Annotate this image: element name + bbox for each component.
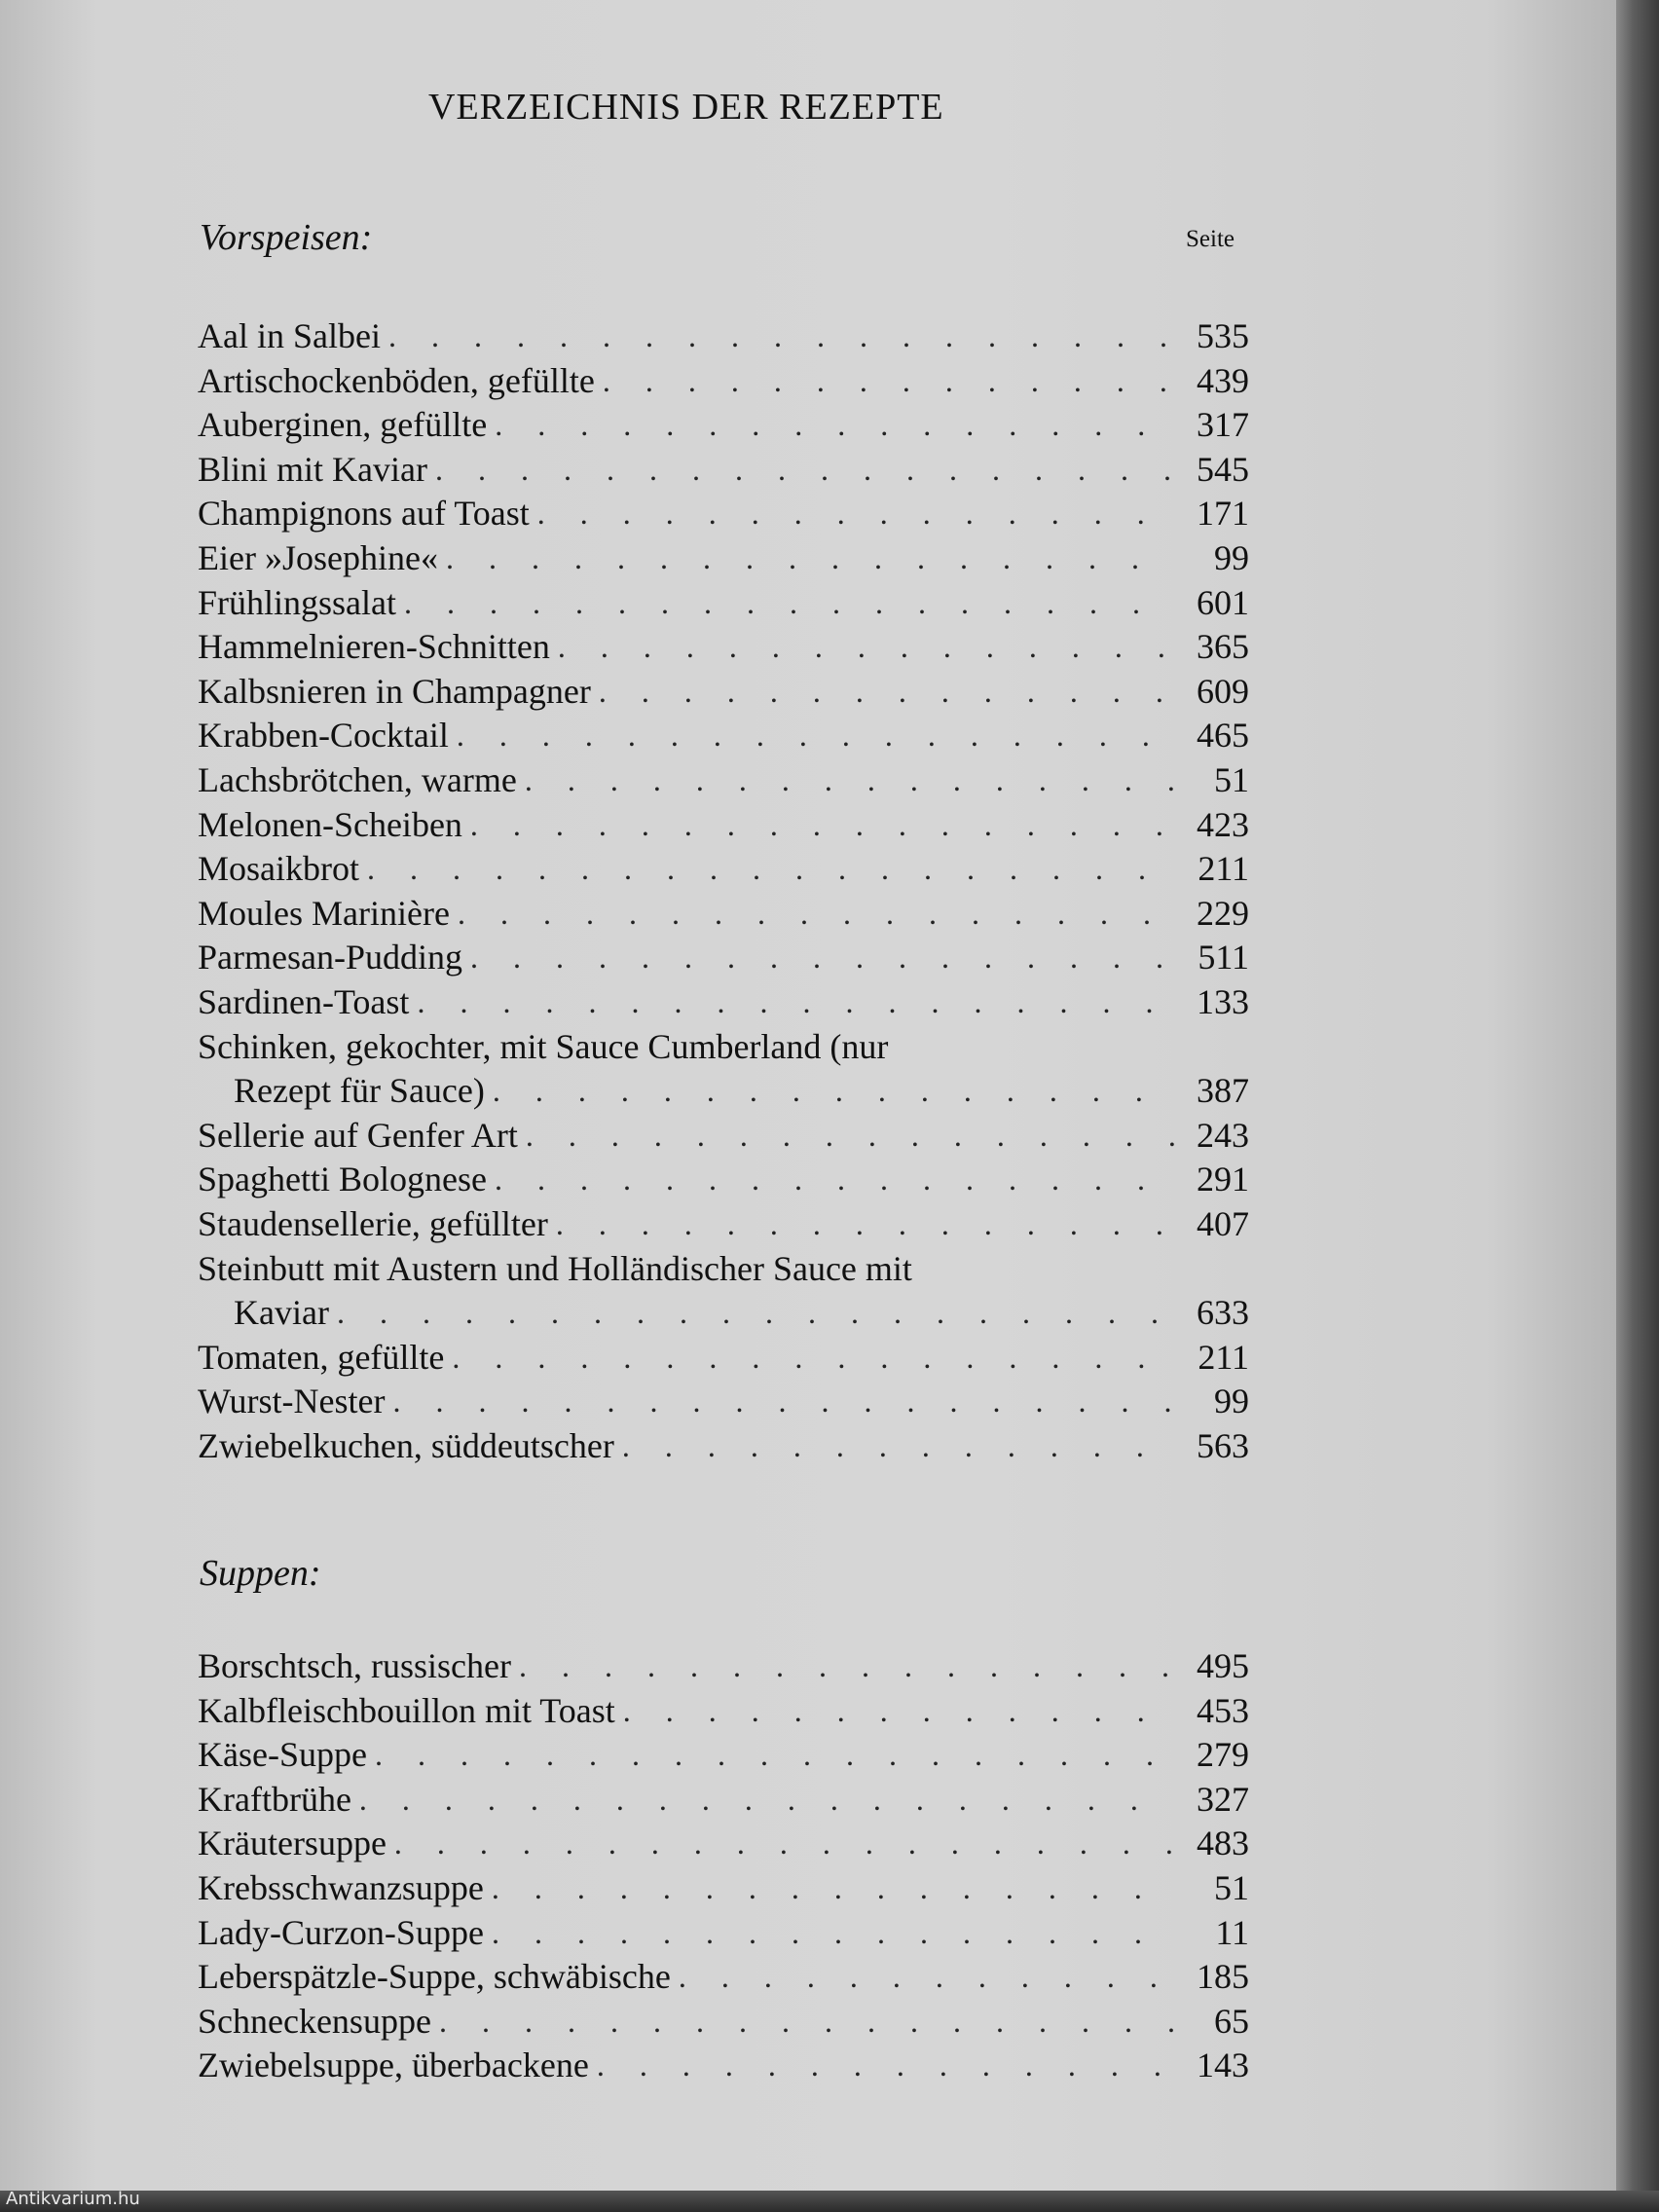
leader-dots <box>511 1643 1175 1688</box>
page-number: 495 <box>1197 1646 1249 1685</box>
page-number: 387 <box>1197 1071 1249 1111</box>
recipe-entry <box>198 1379 1249 1423</box>
leader-dots <box>595 358 1175 403</box>
leader-dots <box>671 1954 1175 1999</box>
page-number: 327 <box>1197 1779 1249 1819</box>
recipe-name: Krebsschwanzsuppe <box>198 1868 484 1907</box>
recipe-entry <box>198 713 1249 757</box>
recipe-entry <box>198 1201 1249 1246</box>
recipe-entry <box>198 447 1249 492</box>
recipe-entry <box>198 1732 1249 1777</box>
leader-dots <box>487 402 1175 447</box>
leader-dots <box>487 1157 1175 1201</box>
leader-dots <box>387 1821 1175 1865</box>
page-number: 133 <box>1197 982 1249 1021</box>
recipe-entry <box>198 624 1249 669</box>
leader-dots <box>444 1335 1175 1380</box>
leader-dots <box>438 535 1175 580</box>
recipe-name: Sellerie auf Genfer Art <box>198 1115 518 1155</box>
leader-dots <box>462 935 1175 979</box>
page-number: 601 <box>1197 582 1249 622</box>
page-number: 483 <box>1197 1824 1249 1863</box>
recipe-entry <box>198 1865 1249 1910</box>
recipe-entry <box>198 580 1249 625</box>
leader-dots <box>484 1910 1175 1955</box>
page-bottom-edge <box>0 2191 1659 2212</box>
recipe-entry <box>198 1821 1249 1865</box>
page-number: 453 <box>1197 1690 1249 1730</box>
recipe-name: Käse-Suppe <box>198 1735 367 1775</box>
leader-dots <box>614 1423 1175 1468</box>
recipe-name: Hammelnieren-Schnitten <box>198 627 550 667</box>
leader-dots <box>591 669 1175 714</box>
recipe-entry <box>198 1777 1249 1822</box>
recipe-entry <box>198 802 1249 847</box>
recipe-name: Melonen-Scheiben <box>198 804 462 844</box>
page-number: 633 <box>1197 1293 1249 1333</box>
recipe-name: Aal in Salbei <box>198 316 381 355</box>
page-number: 99 <box>1214 538 1249 577</box>
recipe-entry <box>198 757 1249 802</box>
page-title: VERZEICHNIS DER REZEPTE <box>428 87 944 128</box>
leader-dots <box>484 1865 1175 1910</box>
recipe-name: Leberspätzle-Suppe, schwäbische <box>198 1957 671 1997</box>
page-number: 11 <box>1215 1912 1249 1952</box>
recipe-name: Artischockenböden, gefüllte <box>198 360 595 400</box>
recipe-entry <box>198 669 1249 714</box>
leader-dots <box>427 447 1175 492</box>
page-number: 423 <box>1197 804 1249 844</box>
recipe-name: Frühlingssalat <box>198 582 396 622</box>
leader-dots <box>615 1688 1175 1733</box>
recipe-name: Kraftbrühe <box>198 1779 351 1819</box>
recipe-entry <box>198 935 1249 979</box>
leader-dots <box>530 491 1175 535</box>
page-number: 317 <box>1197 405 1249 445</box>
leader-dots <box>385 1379 1175 1423</box>
leader-dots <box>431 1999 1175 2044</box>
leader-dots <box>396 580 1175 625</box>
recipe-name: Moules Marinière <box>198 893 450 933</box>
book-spine <box>1616 0 1659 2212</box>
page-column-label: Seite <box>1186 226 1235 252</box>
page-number: 171 <box>1197 494 1249 534</box>
recipe-name: Krabben-Cocktail <box>198 716 449 756</box>
recipe-entry <box>198 2043 1249 2087</box>
recipe-name: Parmesan-Pudding <box>198 938 462 977</box>
recipe-name: Staudensellerie, gefüllter <box>198 1204 548 1243</box>
leader-dots <box>449 713 1175 757</box>
leader-dots <box>518 1113 1175 1158</box>
recipe-name: Kalbsnieren in Champagner <box>198 671 591 711</box>
section-heading-suppen: Suppen: <box>200 1553 321 1594</box>
recipe-entry <box>198 1423 1249 1468</box>
recipe-entry <box>198 1335 1249 1380</box>
recipe-entry <box>198 491 1249 535</box>
recipe-entry <box>198 979 1249 1024</box>
recipe-entry <box>198 1954 1249 1999</box>
recipe-name: Zwiebelkuchen, süddeutscher <box>198 1426 614 1465</box>
page-number: 545 <box>1197 449 1249 489</box>
leader-dots <box>367 1732 1175 1777</box>
recipe-name: Kalbfleischbouillon mit Toast <box>198 1690 615 1730</box>
leader-dots <box>359 846 1175 891</box>
leader-dots <box>450 891 1175 936</box>
page-number: 365 <box>1197 627 1249 667</box>
recipe-name: Wurst-Nester <box>198 1382 386 1421</box>
leader-dots <box>409 979 1175 1024</box>
page-number: 99 <box>1214 1382 1249 1421</box>
recipe-name: Borschtsch, russischer <box>198 1646 511 1685</box>
recipe-name-continued: Rezept für Sauce) <box>234 1071 485 1111</box>
recipe-name: Zwiebelsuppe, überbackene <box>198 2046 589 2085</box>
leader-dots <box>462 802 1175 847</box>
recipe-entry <box>234 1068 1249 1113</box>
recipe-name: Mosaikbrot <box>198 849 359 889</box>
recipe-entry <box>198 1688 1249 1733</box>
page-number: 439 <box>1197 360 1249 400</box>
recipe-name: Tomaten, gefüllte <box>198 1337 445 1377</box>
page-number: 211 <box>1198 849 1249 889</box>
watermark: Antikvarium.hu <box>6 2189 140 2209</box>
recipe-name: Spaghetti Bolognese <box>198 1160 487 1199</box>
page-number: 407 <box>1197 1204 1249 1243</box>
recipe-name-line: Schinken, gekochter, mit Sauce Cumberland (nur <box>198 1026 889 1066</box>
recipe-name-continued: Kaviar <box>234 1293 329 1333</box>
page-number: 535 <box>1197 316 1249 355</box>
recipe-entry <box>198 1999 1249 2044</box>
section-heading-vorspeisen: Vorspeisen: <box>200 217 373 258</box>
leader-dots <box>589 2043 1175 2087</box>
page-number: 211 <box>1198 1337 1249 1377</box>
recipe-name: Blini mit Kaviar <box>198 449 427 489</box>
recipe-name: Champignons auf Toast <box>198 494 530 534</box>
leader-dots <box>329 1290 1175 1335</box>
recipe-entry <box>198 402 1249 447</box>
leader-dots <box>517 757 1175 802</box>
recipe-entry <box>198 1643 1249 1688</box>
recipe-name: Sardinen-Toast <box>198 982 410 1021</box>
recipe-entry <box>198 358 1249 403</box>
recipe-entry <box>198 1113 1249 1158</box>
leader-dots <box>548 1201 1175 1246</box>
page-number: 243 <box>1197 1115 1249 1155</box>
recipe-entry <box>198 535 1249 580</box>
recipe-name-line: Steinbutt mit Austern und Holländischer Sauce mit <box>198 1248 912 1288</box>
page-number: 563 <box>1197 1426 1249 1465</box>
recipe-name: Lady-Curzon-Suppe <box>198 1912 484 1952</box>
recipe-entry <box>234 1290 1249 1335</box>
recipe-entry <box>198 846 1249 891</box>
page-number: 65 <box>1214 2001 1249 2041</box>
page-number: 609 <box>1197 671 1249 711</box>
recipe-entry <box>198 313 1249 358</box>
page-number: 279 <box>1197 1735 1249 1775</box>
page-number: 291 <box>1197 1160 1249 1199</box>
recipe-entry <box>198 891 1249 936</box>
page-number: 143 <box>1197 2046 1249 2085</box>
leader-dots <box>381 313 1175 358</box>
recipe-name: Auberginen, gefüllte <box>198 405 488 445</box>
page-number: 511 <box>1198 938 1249 977</box>
leader-dots <box>550 624 1175 669</box>
recipe-name: Lachsbrötchen, warme <box>198 760 517 799</box>
leader-dots <box>485 1068 1175 1113</box>
page-number: 185 <box>1197 1957 1249 1997</box>
recipe-name: Schneckensuppe <box>198 2001 431 2041</box>
page-number: 229 <box>1197 893 1249 933</box>
recipe-entry <box>198 1157 1249 1201</box>
page-number: 51 <box>1214 1868 1249 1907</box>
recipe-entry <box>198 1910 1249 1955</box>
page-number: 51 <box>1214 760 1249 799</box>
recipe-name: Kräutersuppe <box>198 1824 387 1863</box>
recipe-name: Eier »Josephine« <box>198 538 438 577</box>
page-number: 465 <box>1197 716 1249 756</box>
leader-dots <box>351 1777 1175 1822</box>
